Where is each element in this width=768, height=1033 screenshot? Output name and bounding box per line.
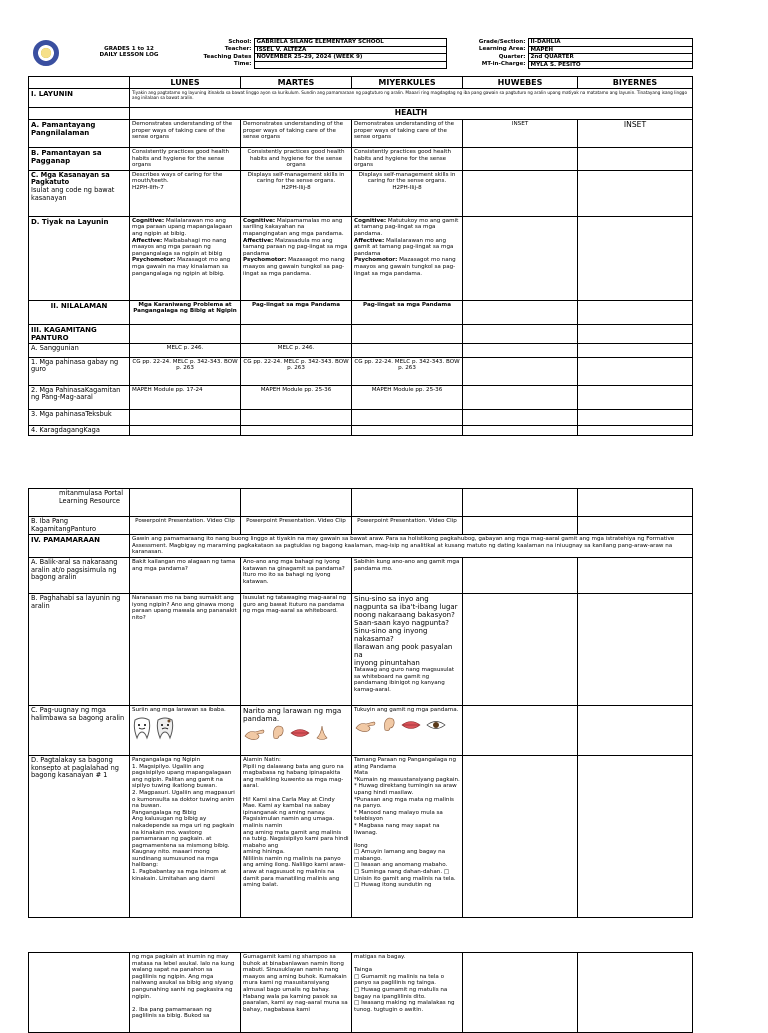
cell: Naranasan mo na bang sumakit ang iyong ngipin? Ano ang ginawa mong paraan upang mawala ang pananakit nito? xyxy=(130,593,241,705)
psy-text: Mazasagot mo ang mga gawain na may kinalaman sa pangangalaga ng ngipin at bibig. xyxy=(132,257,231,277)
cell xyxy=(578,324,693,343)
aff-label: Affective: xyxy=(132,237,163,244)
tiyak-cell-miyerkules xyxy=(352,216,463,300)
cell xyxy=(578,409,693,425)
cell xyxy=(578,170,693,216)
cell xyxy=(463,170,578,216)
teeth-images xyxy=(132,716,238,740)
cell: Demonstrates understanding of the proper ways of taking care of the sense organs xyxy=(241,119,352,147)
cell: Describes ways of caring for the mouth/teeth. H2PH-IIfh-7 xyxy=(130,170,241,216)
cell: Demonstrates understanding of the proper ways of taking care of the sense organs xyxy=(352,119,463,147)
sub-row-label: 1. Mga pahinasa gabay ng guro xyxy=(29,357,130,385)
grade-label: Grade/Section: xyxy=(478,38,526,45)
cell xyxy=(463,489,578,517)
page-1 xyxy=(28,38,692,436)
cell xyxy=(130,425,241,436)
cell xyxy=(463,953,578,1033)
cell: MAPEH Module pp. 25-36 xyxy=(241,385,352,409)
cell xyxy=(463,425,578,436)
cell xyxy=(578,705,693,755)
cell: CG pp. 22-24. MELC p. 342-343. BOW p. 263 xyxy=(241,357,352,385)
cell xyxy=(241,489,352,517)
cell: MAPEH Module pp. 17-24 xyxy=(130,385,241,409)
cell: CG pp. 22-24. MELC p. 342-343. BOW p. 263 xyxy=(352,357,463,385)
healthy-tooth-icon xyxy=(132,716,152,740)
sense-organs-images-2 xyxy=(354,716,460,734)
cell: Powerpoint Presentation. Video Clip xyxy=(241,517,352,535)
teacher-value: ISSEL V. ALTEZA xyxy=(254,46,446,54)
hand-icon xyxy=(354,716,378,734)
ear-icon xyxy=(381,716,397,734)
mt-value: MYLA S. PESITO xyxy=(528,61,692,69)
header-table xyxy=(28,38,693,69)
iba-label: B. Iba Pang KagamitangPanturo xyxy=(29,517,130,535)
cell xyxy=(463,593,578,705)
cog-text: Matutukoy mo ang gamit at tamang pag-iingat sa mga pandama. xyxy=(354,217,459,237)
cell xyxy=(463,385,578,409)
layunin-label: I. LAYUNIN xyxy=(29,89,130,108)
corner-cell xyxy=(29,77,130,89)
day-miyerkules: MIYERKULES xyxy=(352,77,463,89)
pag-uugnay-label: C. Pag-uugnay ng mga halimbawa sa bagong aralin xyxy=(29,705,130,755)
sub-row-label: 4. KaragdagangKaga xyxy=(29,425,130,436)
dll-table-page2 xyxy=(28,488,693,918)
cell xyxy=(463,557,578,593)
dates-value: NOVEMBER 25-29, 2024 (WEEK 9) xyxy=(254,54,446,62)
cell xyxy=(352,489,463,517)
cell xyxy=(241,425,352,436)
cog-text: Mailalarawan mo ang mga paraan upang mapangalagaan ang ngipin at bibig. xyxy=(132,217,233,237)
cell: Displays self-management skills in caring for the sense organs. H2PH-IIij-8 xyxy=(352,170,463,216)
cell xyxy=(463,517,578,535)
cell xyxy=(463,357,578,385)
page-3 xyxy=(28,952,692,1033)
continuation-label: mitanmulasa Portal Learning Resource xyxy=(29,489,130,517)
dll-table-page1 xyxy=(28,76,693,436)
area-value: MAPEH xyxy=(528,46,692,54)
cell: MELC p. 246. xyxy=(241,343,352,357)
cell: Displays self-management skills in caring for the sense organs. H2PH-IIij-8 xyxy=(241,170,352,216)
grade-value: II-DAHLIA xyxy=(528,39,692,47)
cell-text: Narito ang larawan ng mga pandama. xyxy=(243,705,342,723)
cell xyxy=(578,300,693,324)
cell: Tamang Paraan ng Pangangalaga ng ating Pandama Mata *Kumain ng masustansiyang pagkain. * Huwag direktang tumingin sa araw upang hindi masilaw. *Punasan ang mga mata ng malinis na panyo. * Manood nang malayo mula sa telebisyon * Magbasa nang may sapat na liwanag. Ilong □ Amuyin lamang ang bagay na mabango. □ Iwasan ang anomang mabaho. □ Suminga nang dahan-dahan. □ Linisin ito gamit ang malinis na tela. □ Huwag itong sundutin ng xyxy=(352,755,463,917)
area-label: Learning Area: xyxy=(478,46,526,53)
row-pagganap-label: B. Pamantayan sa Pagganap xyxy=(29,147,130,170)
paghahabi-cell-miyerkules xyxy=(352,593,463,705)
cell xyxy=(463,705,578,755)
cell: MAPEH Module pp. 25-36 xyxy=(352,385,463,409)
school-label: School: xyxy=(228,38,252,45)
lips-icon xyxy=(289,724,311,742)
cell: Pag-iingat sa mga Pandama xyxy=(241,300,352,324)
psy-text: Mazasagot mo nang maayos ang gawain tungkol sa pag-iingat sa mga pandama. xyxy=(354,257,456,277)
cell-text: Tukuyin ang gamit ng mga pandama. xyxy=(354,706,459,713)
cell: Demonstrates understanding of the proper ways of taking care of the sense organs xyxy=(130,119,241,147)
cell: Consistently practices good health habits and hygiene for the sense organs xyxy=(241,147,352,170)
nose-icon xyxy=(314,724,330,742)
day-huwebes: HUWEBES xyxy=(463,77,578,89)
kasanayan-sub: Isulat ang code ng bawat kasanayan xyxy=(31,185,115,202)
cell xyxy=(578,489,693,517)
paghahabi-instructions: Tatawag ang guro nang magsusulat sa whiteboard na gamit ng pandamang ibinigot ng kanyang kamag-aaral. xyxy=(354,666,455,693)
decayed-tooth-icon xyxy=(155,716,175,740)
dates-label: Teaching Dates xyxy=(203,53,252,60)
tiyak-label: D. Tiyak na Layunin xyxy=(29,216,130,300)
cell: Mga Karaniwang Problema at Pangangalaga ng Bibig at Ngipin xyxy=(130,300,241,324)
row-kasanayan-label xyxy=(29,170,130,216)
cell: Ano-ano ang mga bahagi ng iyong katawan na ginagamit sa pandama? Ituro mo ito sa bahagi ng iyong katawan. xyxy=(241,557,352,593)
cell xyxy=(352,425,463,436)
sub-row-label: 2. Mga PahinasaKagamitan ng Pang-Mag-aaral xyxy=(29,385,130,409)
day-martes: MARTES xyxy=(241,77,352,89)
nilalaman-label: II. NILALAMAN xyxy=(29,300,130,324)
aff-text: Maizasadula mo ang tamang paraan ng pag-iingat sa mga pandama xyxy=(243,237,348,257)
cell xyxy=(241,409,352,425)
cell: Alamin Natin: Pipili ng dalawang bata ang guro na magbabasa ng habang ipinapakita ang maikling kuwento sa mga mag-aaral. Hi! Kami sina Carla May at Cindy Mae. Kami ay kambal na sabay ipinanganak ng aming nanay. Pagsisimulan namin ang umaga. malinis namin ang aming mata gamit ang malinis na tubig. Nagsisipilyo kami para hindi mabaho ang aming hininga. Nililinis namin ng malinis na panyo ang aming ilong. Naliligo kami araw-araw at nagsusuot ng malinis na damit para manatiling malinis ang aming balat. xyxy=(241,755,352,917)
cell-text: Suriin ang mga larawan sa ibaba. xyxy=(132,706,226,713)
pag-uugnay-cell-miyerkules xyxy=(352,705,463,755)
cell xyxy=(463,409,578,425)
hand-icon xyxy=(243,724,267,742)
cell: MELC p. 246. xyxy=(130,343,241,357)
time-label: Time: xyxy=(233,61,252,68)
title-block xyxy=(64,39,194,69)
teacher-label: Teacher: xyxy=(224,46,252,53)
cell xyxy=(463,324,578,343)
psy-text: Mazasagot mo nang maayos ang gawain tungkol sa pag-iingat sa mga pandama. xyxy=(243,257,345,277)
mt-label: MT-in-Charge: xyxy=(481,61,526,68)
cell xyxy=(578,517,693,535)
cell: Powerpoint Presentation. Video Clip xyxy=(130,517,241,535)
cell: Pag-iingat sa mga Pandama xyxy=(352,300,463,324)
cell xyxy=(352,409,463,425)
cog-label: Cognitive: xyxy=(243,217,276,224)
pag-uugnay-cell-lunes xyxy=(130,705,241,755)
sense-organs-images xyxy=(243,724,349,742)
cog-label: Cognitive: xyxy=(354,217,387,224)
row-pamantayang-label: A. Pamantayang Pangnilalaman xyxy=(29,119,130,147)
cell xyxy=(578,147,693,170)
day-lunes: LUNES xyxy=(130,77,241,89)
cell: Consistently practices good health habits and hygiene for the sense organs xyxy=(352,147,463,170)
cell xyxy=(578,357,693,385)
cell xyxy=(578,593,693,705)
cell xyxy=(578,425,693,436)
cell xyxy=(578,953,693,1033)
aff-label: Affective: xyxy=(354,237,385,244)
pamamaraan-text: Gawin ang pamamaraang ito nang buong linggo at tiyakin na may gawain sa bawat araw. Para sa holistikong pagkahubog, gabayan ang mga mag-aaral gamit ang mga istratehiya ng Formative Assessment. Magbigay ng maraming pagkakataon sa pagtuklas ng bagong kaalaman, mag-isip ng analitikal at kusang matuto ng dating kaalaman na iniuugnay sa kanilang pang-araw-araw na karanasan. xyxy=(130,535,693,558)
cell xyxy=(352,343,463,357)
cell: CG pp. 22-24. MELC p. 342-343. BOW p. 263 xyxy=(130,357,241,385)
title-dll: DAILY LESSON LOG xyxy=(99,52,159,59)
cell xyxy=(29,953,130,1033)
cell: ng mga pagkain at inumin ng may matasa na lebel asukal. lalo na kung walang sapat na panahon sa paglilinis ng ngipin. Ang mga naiiwang asukal sa bibig ang siyang pangunahing sanhi ng pagkasira ng ngipin. 2. Iba pang pamamaraan ng paglilinis sa bibig. Bukod sa xyxy=(130,953,241,1033)
kagamitan-label: III. KAGAMITANG PANTURO xyxy=(29,324,130,343)
psy-label: Psychomotor: xyxy=(354,257,398,264)
aff-text: Maibabahagi mo nang maayos ang mga paraan ng pangangalaga sa ngipin at bibig xyxy=(132,237,227,257)
layunin-text: Tiyakin ang pagtatamo ng layuning itinakda sa bawat linggo ayon sa kurikulum. Sundin ang pamamaraan ng pagtuturo ng aralin. Maaari ring magdagdag ng iba pang gawain sa pagtuturo ng aralin upang matiyak na matatamo ang layunin. Tinatayang isang linggo ang inilalaan sa bawat aralin. xyxy=(130,89,693,108)
quarter-value: 2nd QUARTER xyxy=(528,54,692,62)
cell: Isusulat ng tatawaging mag-aaral ng guro ang bawat ituturo na pandama ng mga mag-aaral sa whiteboard. xyxy=(241,593,352,705)
cell xyxy=(463,216,578,300)
kasanayan-label: C. Mga Kasanayan sa Pagkatuto xyxy=(31,170,110,187)
time-value xyxy=(254,61,446,69)
health-heading: HEALTH xyxy=(130,108,693,120)
dll-table-page3 xyxy=(28,952,693,1033)
tiyak-cell-martes xyxy=(241,216,352,300)
psy-label: Psychomotor: xyxy=(243,257,287,264)
title-grades: GRADES 1 to 12 xyxy=(104,45,154,52)
cell xyxy=(241,324,352,343)
cell xyxy=(130,489,241,517)
cell: INSET xyxy=(463,119,578,147)
lips-icon xyxy=(400,716,422,734)
cell xyxy=(578,216,693,300)
eye-icon xyxy=(425,716,447,734)
health-spacer xyxy=(29,108,130,120)
day-biyernes: BIYERNES xyxy=(578,77,693,89)
quarter-label: Quarter: xyxy=(498,53,526,60)
cog-label: Cognitive: xyxy=(132,217,165,224)
aff-label: Affective: xyxy=(243,237,274,244)
cell xyxy=(578,385,693,409)
cell xyxy=(463,147,578,170)
paghahabi-label: B. Paghahabi sa layunin ng aralin xyxy=(29,593,130,705)
cell xyxy=(578,343,693,357)
cell: Pangangalaga ng Ngipin 1. Magsipilyo. Ugaliin ang pagsisipilyo upang mapangalagaan ang ngipin. Palitan ang gamit na sipilyo tuwing ikatlong buwan. 2. Magpasuri. Ugaliin ang magpasuri o kumonsulta sa doktor tuwing anim na buwan. Pangangalaga ng Bibig Ang kalusugan ng bibig ay nakadepende sa mga uri ng pagkain na kinakain mo. wastong pamamaraan ng pagkain. at pagmamentena sa mismong bibig. Kaugnay nito. maaari mong sundinang sumusunod na mga halibang: 1. Pagbabantay sa mga ininom at kinakain. Limitahan ang dami xyxy=(130,755,241,917)
paghahabi-questions: Sinu-sino sa inyo ang nagpunta sa iba't-ibang lugar noong nakaraang bakasyon? Saan-saan kayo nagpunta? Sinu-sino ang inyong nakasama? Ilarawan ang pook pasyalan na inyong pinuntahan xyxy=(354,594,458,667)
cell xyxy=(463,343,578,357)
cell xyxy=(463,300,578,324)
cell: INSET xyxy=(578,119,693,147)
sanggunian-label: A. Sanggunian xyxy=(29,343,130,357)
school-value: GABRIELA SILANG ELEMENTARY SCHOOL xyxy=(254,39,446,47)
cell xyxy=(578,557,693,593)
cell xyxy=(130,409,241,425)
tiyak-cell-lunes xyxy=(130,216,241,300)
balik-aral-label: A. Balik-aral sa nakaraang aralin at/o pagsisimula ng bagong aralin xyxy=(29,557,130,593)
sub-row-label: 3. Mga pahinasaTeksbuk xyxy=(29,409,130,425)
cog-text: Maipamamalas mo ang sariling kakayahan na mapangingatan ang mga pandama. xyxy=(243,217,344,237)
cell xyxy=(463,755,578,917)
cell: Sabihin kung ano-ano ang gamit mga pandama mo. xyxy=(352,557,463,593)
cell: Powerpoint Presentation. Video Clip xyxy=(352,517,463,535)
cell xyxy=(578,755,693,917)
pagtalakay-label: D. Pagtalakay sa bagong konsepto at paglalahad ng bagong kasanayan # 1 xyxy=(29,755,130,917)
cell: matigas na bagay. Tainga □ Gumamit ng malinis na tela o panyo sa paglilinis ng tainga. □ Huwag gumamit ng matulis na bagay na ipanglilinis dito. □ Iwasang making ng malalakas ng tunog. tugtugin o awitin. xyxy=(352,953,463,1033)
pag-uugnay-cell-martes xyxy=(241,705,352,755)
cell: Bakit kailangan mo alagaan ng tama ang mga pandama? xyxy=(130,557,241,593)
aff-text: Mailalarawan mo ang gamit at tamang pag-iingat sa mga pandama xyxy=(354,237,454,257)
cell: Gumagamit kami ng shampoo sa buhok at binabanlawan namin itong mabuti. Sinusuklayan namin nang maayos ang aming buhok. Kumakain mura kami ng masustansiyang almusal bago umalis ng bahay. Habang wala pa kaming pasok sa paaralan, kami ay nag-aaral muna sa bahay, nagbabasa kami xyxy=(241,953,352,1033)
psy-label: Psychomotor: xyxy=(132,257,176,264)
page-2 xyxy=(28,488,692,918)
ear-icon xyxy=(270,724,286,742)
cell xyxy=(130,324,241,343)
pamamaraan-label: IV. PAMAMARAAN xyxy=(29,535,130,558)
deped-logo xyxy=(28,39,64,69)
cell xyxy=(352,324,463,343)
cell: Consistently practices good health habits and hygiene for the sense organs xyxy=(130,147,241,170)
